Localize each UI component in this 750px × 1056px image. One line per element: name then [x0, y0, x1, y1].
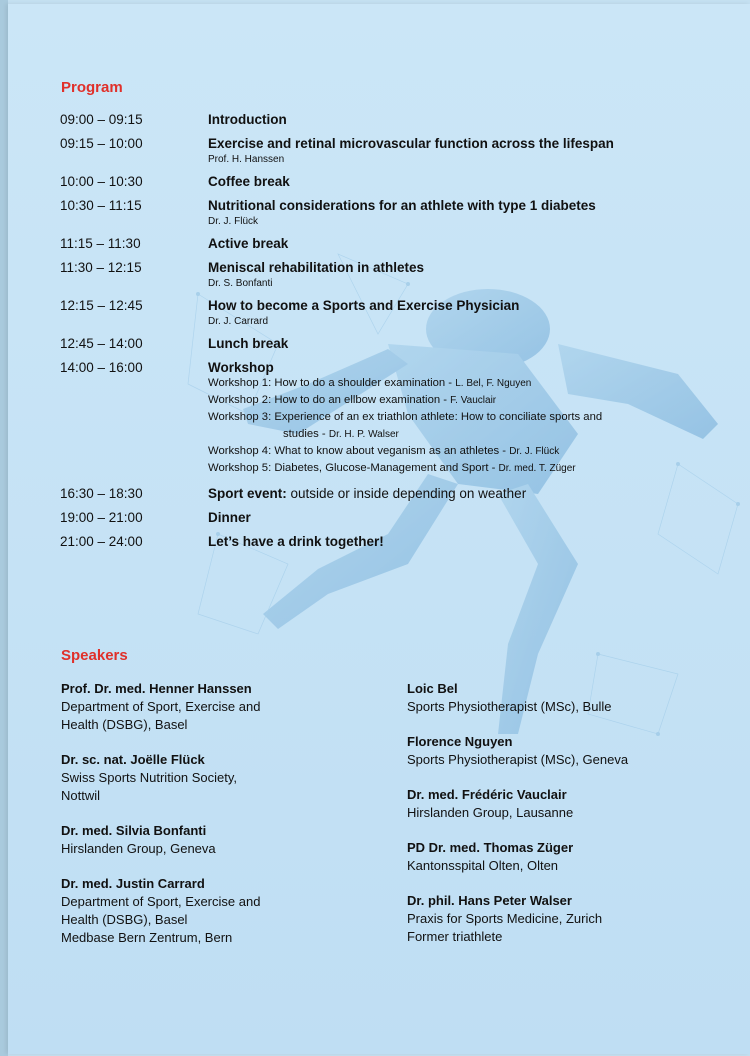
speakers-column-left: [61, 680, 361, 964]
speaker-entry: [61, 680, 361, 734]
session-title: Coffee break: [208, 174, 290, 189]
schedule-row: [60, 198, 740, 227]
speaker-affiliation: Department of Sport, Exercise and: [61, 699, 261, 714]
time-slot: 12:45 – 14:00: [60, 336, 143, 351]
workshop-title: Workshop: [208, 360, 274, 375]
workshop-item-continued: studies - Dr. H. P. Walser: [283, 428, 399, 440]
speaker-affiliation: Medbase Bern Zentrum, Bern: [61, 930, 233, 945]
schedule-row: [60, 260, 740, 289]
schedule-row: [60, 174, 740, 189]
session-title: Active break: [208, 236, 289, 251]
speaker-affiliation: Hirslanden Group, Geneva: [61, 841, 216, 856]
speaker-name: Prof. Dr. med. Henner Hanssen: [61, 681, 252, 696]
session-speaker: Dr. S. Bonfanti: [208, 278, 273, 289]
speaker-name: Florence Nguyen: [407, 734, 513, 749]
schedule-row: [60, 112, 740, 127]
time-slot: 16:30 – 18:30: [60, 486, 143, 501]
time-slot: 09:15 – 10:00: [60, 136, 143, 151]
workshop-item: Workshop 5: Diabetes, Glucose-Management and Sport - Dr. med. T. Züger: [208, 462, 576, 474]
speaker-affiliation: Former triathlete: [407, 929, 503, 944]
speaker-affiliation: Department of Sport, Exercise and: [61, 894, 261, 909]
speaker-affiliation: Nottwil: [61, 788, 101, 803]
workshop-item: Workshop 1: How to do a shoulder examination - L. Bel, F. Nguyen: [208, 377, 532, 389]
speaker-entry: [407, 786, 707, 822]
speaker-name: PD Dr. med. Thomas Züger: [407, 840, 574, 855]
speaker-affiliation: Sports Physiotherapist (MSc), Geneva: [407, 752, 629, 767]
schedule-row: [60, 336, 740, 351]
workshop-item: Workshop 4: What to know about veganism as an athletes - Dr. J. Flück: [208, 445, 560, 457]
speaker-affiliation: Health (DSBG), Basel: [61, 912, 188, 927]
speaker-entry: [407, 892, 707, 946]
schedule-row: [60, 236, 740, 251]
session-title: Sport event: outside or inside depending on weather: [208, 486, 527, 501]
speaker-name: Dr. med. Justin Carrard: [61, 876, 205, 891]
schedule-row: [60, 534, 740, 549]
speaker-affiliation: Praxis for Sports Medicine, Zurich: [407, 911, 603, 926]
speaker-entry: [61, 822, 361, 858]
program-heading: Program: [61, 79, 123, 96]
speaker-entry: [61, 875, 361, 947]
session-title: Exercise and retinal microvascular function across the lifespan: [208, 136, 614, 151]
workshop-item: Workshop 3: Experience of an ex triathlon athlete: How to conciliate sports and: [208, 411, 603, 423]
workshop-item: Workshop 2: How to do an ellbow examination - F. Vauclair: [208, 394, 497, 406]
speakers-heading: Speakers: [61, 647, 128, 664]
speaker-name: Loic Bel: [407, 681, 458, 696]
speaker-name: Dr. med. Frédéric Vauclair: [407, 787, 567, 802]
speaker-affiliation: Health (DSBG), Basel: [61, 717, 188, 732]
page-edge: [0, 0, 8, 1056]
document-page: [8, 4, 750, 1054]
session-title: Nutritional considerations for an athlete with type 1 diabetes: [208, 198, 596, 213]
session-title: Meniscal rehabilitation in athletes: [208, 260, 425, 275]
speaker-entry: [61, 751, 361, 805]
session-title: Dinner: [208, 510, 251, 525]
speaker-name: Dr. phil. Hans Peter Walser: [407, 893, 572, 908]
time-slot: 09:00 – 09:15: [60, 112, 143, 127]
speaker-affiliation: Kantonsspital Olten, Olten: [407, 858, 559, 873]
time-slot: 10:30 – 11:15: [60, 198, 142, 213]
speaker-name: Dr. med. Silvia Bonfanti: [61, 823, 207, 838]
time-slot: 21:00 – 24:00: [60, 534, 143, 549]
session-title: Introduction: [208, 112, 287, 127]
speaker-affiliation: Swiss Sports Nutrition Society,: [61, 770, 238, 785]
time-slot: 12:15 – 12:45: [60, 298, 143, 313]
time-slot: 14:00 – 16:00: [60, 360, 143, 375]
session-title: How to become a Sports and Exercise Physician: [208, 298, 520, 313]
schedule-row: [60, 510, 740, 525]
schedule-row: [60, 298, 740, 327]
session-speaker: Prof. H. Hanssen: [208, 154, 285, 165]
session-title: Lunch break: [208, 336, 289, 351]
speaker-entry: [407, 680, 707, 716]
speaker-affiliation: Sports Physiotherapist (MSc), Bulle: [407, 699, 612, 714]
speaker-name: Dr. sc. nat. Joëlle Flück: [61, 752, 205, 767]
workshop-row: [60, 360, 740, 477]
time-slot: 19:00 – 21:00: [60, 510, 143, 525]
schedule-row: [60, 486, 740, 501]
speakers-column-right: [407, 680, 707, 963]
session-speaker: Dr. J. Carrard: [208, 316, 269, 327]
time-slot: 11:30 – 12:15: [60, 260, 142, 275]
speaker-entry: [407, 839, 707, 875]
speaker-affiliation: Hirslanden Group, Lausanne: [407, 805, 574, 820]
time-slot: 10:00 – 10:30: [60, 174, 143, 189]
session-title: Let’s have a drink together!: [208, 534, 384, 549]
session-speaker: Dr. J. Flück: [208, 216, 259, 227]
time-slot: 11:15 – 11:30: [60, 236, 141, 251]
program-schedule: [60, 112, 740, 558]
schedule-row: [60, 136, 740, 165]
speaker-entry: [407, 733, 707, 769]
